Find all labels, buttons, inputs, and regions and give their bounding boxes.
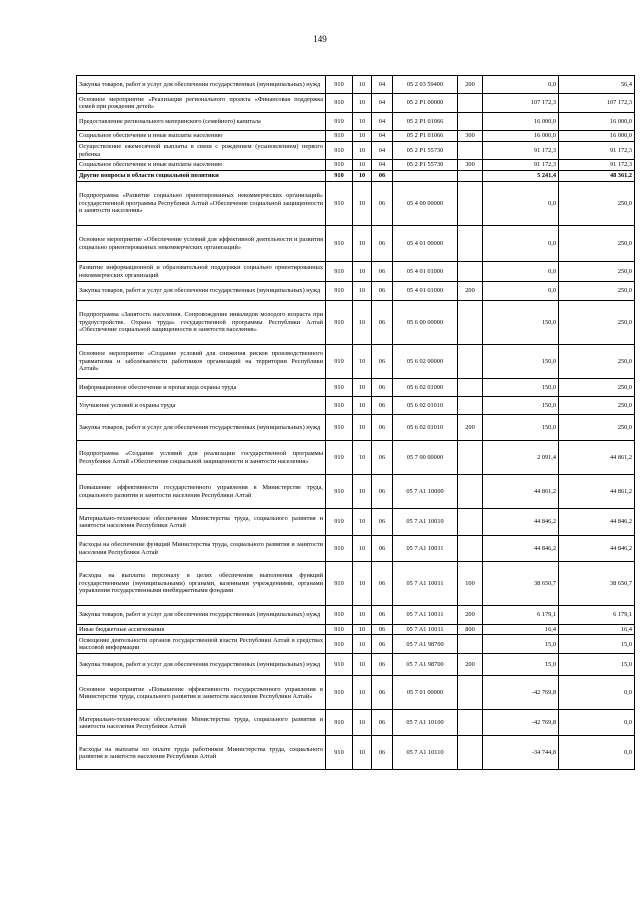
expense-type-cell: 800 <box>458 625 483 635</box>
table-row <box>77 131 635 142</box>
row-name-cell: Закупка товаров, работ и услуг для обеспечения государственных (муниципальных) нужд <box>77 76 326 94</box>
amount-change-cell: 2 091,4 <box>483 441 559 475</box>
admin-code-cell: 910 <box>326 736 353 770</box>
amount-change-cell: -34 744,8 <box>483 736 559 770</box>
expense-type-cell <box>458 94 483 113</box>
section-code-cell: 10 <box>353 509 372 536</box>
admin-code-cell: 910 <box>326 262 353 282</box>
amount-change-cell: 150,0 <box>483 379 559 397</box>
table-row <box>77 160 635 171</box>
amount-total-cell: 15,0 <box>559 654 635 676</box>
target-article-cell: 05 7 A1 98700 <box>393 635 458 654</box>
table-row <box>77 625 635 635</box>
admin-code-cell: 910 <box>326 625 353 635</box>
target-article-cell: 05 7 01 00000 <box>393 676 458 710</box>
expense-type-cell: 200 <box>458 606 483 625</box>
amount-total-cell: 44 846,2 <box>559 509 635 536</box>
amount-total-cell: 44 861,2 <box>559 441 635 475</box>
expense-type-cell <box>458 301 483 345</box>
amount-total-cell: 250,0 <box>559 379 635 397</box>
table-row <box>77 509 635 536</box>
subsection-code-cell: 06 <box>372 536 393 562</box>
row-name-cell: Расходы на обеспечение функций Министерства труда, социального развития и занятости населения Республики Алтай <box>77 536 326 562</box>
amount-change-cell: 44 861,2 <box>483 475 559 509</box>
target-article-cell: 05 2 P1 00000 <box>393 94 458 113</box>
expense-type-cell: 200 <box>458 415 483 441</box>
section-code-cell: 10 <box>353 475 372 509</box>
admin-code-cell: 910 <box>326 635 353 654</box>
target-article-cell: 05 7 A1 10011 <box>393 562 458 606</box>
amount-change-cell: 91 172,3 <box>483 160 559 171</box>
subsection-code-cell: 06 <box>372 301 393 345</box>
table-row <box>77 379 635 397</box>
admin-code-cell: 910 <box>326 536 353 562</box>
amount-change-cell: 15,0 <box>483 654 559 676</box>
table-row <box>77 710 635 736</box>
amount-total-cell: 6 179,1 <box>559 606 635 625</box>
expense-type-cell <box>458 536 483 562</box>
row-name-cell: Расходы на выплаты по оплате труда работников Министерства труда, социального развития и занятости населения Республики Алтай <box>77 736 326 770</box>
budget-table <box>76 75 635 770</box>
subsection-code-cell: 06 <box>372 182 393 226</box>
admin-code-cell: 910 <box>326 282 353 301</box>
subsection-code-cell: 06 <box>372 226 393 262</box>
admin-code-cell: 910 <box>326 94 353 113</box>
target-article-cell: 05 6 02 01010 <box>393 415 458 441</box>
row-name-cell: Информационное обеспечение и пропаганда охраны труда <box>77 379 326 397</box>
admin-code-cell: 910 <box>326 509 353 536</box>
row-name-cell: Другие вопросы в области социальной политики <box>77 171 326 182</box>
amount-total-cell: 0,0 <box>559 710 635 736</box>
expense-type-cell: 300 <box>458 131 483 142</box>
amount-total-cell: 250,0 <box>559 182 635 226</box>
target-article-cell: 05 4 01 01000 <box>393 262 458 282</box>
section-code-cell: 10 <box>353 606 372 625</box>
amount-change-cell: 0,0 <box>483 76 559 94</box>
budget-table-body <box>77 76 635 770</box>
expense-type-cell <box>458 226 483 262</box>
amount-total-cell: 38 650,7 <box>559 562 635 606</box>
row-name-cell: Расходы на выплаты персоналу в целях обеспечения выполнения функций государственными (муниципальными) органами, казенными учреждениями, органами управления государственными внебюджетными фондами <box>77 562 326 606</box>
amount-change-cell: 38 650,7 <box>483 562 559 606</box>
amount-change-cell: 0,0 <box>483 182 559 226</box>
row-name-cell: Закупка товаров, работ и услуг для обеспечения государственных (муниципальных) нужд <box>77 415 326 441</box>
target-article-cell: 05 7 A1 10011 <box>393 606 458 625</box>
subsection-code-cell: 06 <box>372 509 393 536</box>
expense-type-cell: 300 <box>458 160 483 171</box>
target-article-cell: 05 7 A1 10011 <box>393 625 458 635</box>
section-code-cell: 10 <box>353 301 372 345</box>
admin-code-cell: 910 <box>326 171 353 182</box>
expense-type-cell <box>458 475 483 509</box>
expense-type-cell <box>458 182 483 226</box>
expense-type-cell <box>458 441 483 475</box>
target-article-cell: 05 6 00 00000 <box>393 301 458 345</box>
expense-type-cell <box>458 736 483 770</box>
section-code-cell: 10 <box>353 562 372 606</box>
table-row <box>77 262 635 282</box>
admin-code-cell: 910 <box>326 415 353 441</box>
row-name-cell: Материально-техническое обеспечение Министерства труда, социального развития и занятости населения Республики Алтай <box>77 710 326 736</box>
table-row <box>77 301 635 345</box>
section-code-cell: 10 <box>353 379 372 397</box>
admin-code-cell: 910 <box>326 475 353 509</box>
expense-type-cell: 200 <box>458 654 483 676</box>
amount-total-cell: 16 000,0 <box>559 131 635 142</box>
row-name-cell: Подпрограмма «Развитие социально ориентированных некоммерческих организаций» государственной программы Республики Алтай «Обеспечение социальной защищенности и занятости населения» <box>77 182 326 226</box>
amount-total-cell: 250,0 <box>559 282 635 301</box>
section-code-cell: 10 <box>353 182 372 226</box>
subsection-code-cell: 06 <box>372 635 393 654</box>
amount-change-cell: 0,0 <box>483 226 559 262</box>
amount-change-cell: 5 241,4 <box>483 171 559 182</box>
table-row <box>77 676 635 710</box>
target-article-cell: 05 7 A1 10011 <box>393 536 458 562</box>
table-row <box>77 397 635 415</box>
amount-change-cell: 16,4 <box>483 625 559 635</box>
amount-change-cell: 44 846,2 <box>483 509 559 536</box>
admin-code-cell: 910 <box>326 397 353 415</box>
row-name-cell: Основное мероприятие «Создание условий для снижения рисков производственного травматизма и заболеваемости работников организаций на территории Республики Алтай» <box>77 345 326 379</box>
amount-total-cell: 91 172,3 <box>559 160 635 171</box>
page-number: 149 <box>313 34 327 44</box>
subsection-code-cell: 06 <box>372 654 393 676</box>
amount-total-cell: 0,0 <box>559 676 635 710</box>
row-name-cell: Осуществление ежемесячной выплаты в связи с рождением (усыновлением) первого ребенка <box>77 142 326 160</box>
admin-code-cell: 910 <box>326 654 353 676</box>
target-article-cell: 05 7 A1 10000 <box>393 475 458 509</box>
subsection-code-cell: 06 <box>372 736 393 770</box>
amount-change-cell: 15,0 <box>483 635 559 654</box>
admin-code-cell: 910 <box>326 142 353 160</box>
admin-code-cell: 910 <box>326 226 353 262</box>
target-article-cell: 05 2 P1 55730 <box>393 142 458 160</box>
table-row <box>77 182 635 226</box>
row-name-cell: Развитие информационной и образовательной поддержки социально ориентированных некоммерческих организаций <box>77 262 326 282</box>
amount-total-cell: 107 172,3 <box>559 94 635 113</box>
amount-total-cell: 250,0 <box>559 397 635 415</box>
target-article-cell: 05 4 01 01000 <box>393 282 458 301</box>
target-article-cell: 05 6 02 01010 <box>393 397 458 415</box>
table-row <box>77 415 635 441</box>
row-name-cell: Социальное обеспечение и иные выплаты населению <box>77 131 326 142</box>
target-article-cell: 05 7 A1 10100 <box>393 710 458 736</box>
target-article-cell: 05 4 01 00000 <box>393 226 458 262</box>
table-row <box>77 475 635 509</box>
subsection-code-cell: 06 <box>372 379 393 397</box>
table-row <box>77 441 635 475</box>
amount-total-cell: 44 846,2 <box>559 536 635 562</box>
row-name-cell: Материально-техническое обеспечение Министерства труда, социального развития и занятости населения Республики Алтай <box>77 509 326 536</box>
admin-code-cell: 910 <box>326 710 353 736</box>
amount-change-cell: 6 179,1 <box>483 606 559 625</box>
row-name-cell: Закупка товаров, работ и услуг для обеспечения государственных (муниципальных) нужд <box>77 282 326 301</box>
subsection-code-cell: 06 <box>372 606 393 625</box>
subsection-code-cell: 04 <box>372 94 393 113</box>
amount-total-cell: 48 361,2 <box>559 171 635 182</box>
subsection-code-cell: 06 <box>372 282 393 301</box>
target-article-cell <box>393 171 458 182</box>
row-name-cell: Основное мероприятие «Реализация регионального проекта «Финансовая поддержка семей при рождении детей» <box>77 94 326 113</box>
expense-type-cell <box>458 397 483 415</box>
subsection-code-cell: 06 <box>372 171 393 182</box>
amount-change-cell: 0,0 <box>483 262 559 282</box>
admin-code-cell: 910 <box>326 113 353 131</box>
amount-change-cell: 150,0 <box>483 397 559 415</box>
expense-type-cell <box>458 676 483 710</box>
table-row <box>77 142 635 160</box>
expense-type-cell: 200 <box>458 76 483 94</box>
amount-total-cell: 91 172,3 <box>559 142 635 160</box>
target-article-cell: 05 7 A1 98700 <box>393 654 458 676</box>
table-row <box>77 536 635 562</box>
admin-code-cell: 910 <box>326 131 353 142</box>
section-code-cell: 10 <box>353 397 372 415</box>
admin-code-cell: 910 <box>326 676 353 710</box>
target-article-cell: 05 6 02 01000 <box>393 379 458 397</box>
section-code-cell: 10 <box>353 654 372 676</box>
subsection-code-cell: 06 <box>372 710 393 736</box>
row-name-cell: Закупка товаров, работ и услуг для обеспечения государственных (муниципальных) нужд <box>77 606 326 625</box>
subsection-code-cell: 04 <box>372 113 393 131</box>
section-code-cell: 10 <box>353 94 372 113</box>
amount-total-cell: 16 000,0 <box>559 113 635 131</box>
section-code-cell: 10 <box>353 415 372 441</box>
admin-code-cell: 910 <box>326 441 353 475</box>
subsection-code-cell: 06 <box>372 262 393 282</box>
table-row <box>77 226 635 262</box>
amount-total-cell: 250,0 <box>559 415 635 441</box>
target-article-cell: 05 2 P1 55730 <box>393 160 458 171</box>
table-row <box>77 736 635 770</box>
subsection-code-cell: 04 <box>372 131 393 142</box>
amount-change-cell: 0,0 <box>483 282 559 301</box>
row-name-cell: Основное мероприятие «Обеспечение условий для эффективной деятельности и развития социально ориентированных некоммерческих организаций» <box>77 226 326 262</box>
amount-total-cell: 16,4 <box>559 625 635 635</box>
target-article-cell: 05 4 00 00000 <box>393 182 458 226</box>
target-article-cell: 05 7 00 00000 <box>393 441 458 475</box>
amount-total-cell: 44 861,2 <box>559 475 635 509</box>
expense-type-cell: 200 <box>458 282 483 301</box>
amount-total-cell: 250,0 <box>559 345 635 379</box>
amount-change-cell: 150,0 <box>483 301 559 345</box>
subsection-code-cell: 04 <box>372 160 393 171</box>
section-code-cell: 10 <box>353 282 372 301</box>
subsection-code-cell: 06 <box>372 397 393 415</box>
row-name-cell: Улучшение условий и охраны труда <box>77 397 326 415</box>
section-code-cell: 10 <box>353 536 372 562</box>
section-code-cell: 10 <box>353 171 372 182</box>
amount-total-cell: 250,0 <box>559 226 635 262</box>
target-article-cell: 05 2 03 59400 <box>393 76 458 94</box>
expense-type-cell <box>458 635 483 654</box>
expense-type-cell <box>458 113 483 131</box>
table-row <box>77 282 635 301</box>
amount-change-cell: 16 000,0 <box>483 131 559 142</box>
expense-type-cell <box>458 171 483 182</box>
target-article-cell: 05 6 02 00000 <box>393 345 458 379</box>
amount-change-cell: -42 769,8 <box>483 710 559 736</box>
target-article-cell: 05 2 P1 01066 <box>393 131 458 142</box>
subsection-code-cell: 06 <box>372 345 393 379</box>
amount-change-cell: 91 172,3 <box>483 142 559 160</box>
subsection-code-cell: 06 <box>372 625 393 635</box>
row-name-cell: Подпрограмма «Занятость населения. Сопровождение инвалидов молодого возраста при трудоустройстве. Охрана труда» государственной программы Республики Алтай «Обеспечение социальной защищенности и занятости населения» <box>77 301 326 345</box>
table-row <box>77 113 635 131</box>
admin-code-cell: 910 <box>326 182 353 226</box>
amount-total-cell: 250,0 <box>559 301 635 345</box>
row-name-cell: Основное мероприятие «Повышение эффективности государственного управления в Министерстве труда, социального развития и занятости населения Республики Алтай» <box>77 676 326 710</box>
amount-change-cell: 107 172,3 <box>483 94 559 113</box>
admin-code-cell: 910 <box>326 160 353 171</box>
expense-type-cell <box>458 142 483 160</box>
expense-type-cell <box>458 710 483 736</box>
table-row <box>77 562 635 606</box>
subsection-code-cell: 04 <box>372 76 393 94</box>
row-name-cell: Повышение эффективности государственного управления в Министерстве труда, социального развития и занятости населения Республики Алтай <box>77 475 326 509</box>
expense-type-cell <box>458 262 483 282</box>
section-code-cell: 10 <box>353 710 372 736</box>
table-row <box>77 606 635 625</box>
table-row <box>77 654 635 676</box>
subsection-code-cell: 06 <box>372 441 393 475</box>
section-code-cell: 10 <box>353 142 372 160</box>
amount-total-cell: 56,4 <box>559 76 635 94</box>
section-code-cell: 10 <box>353 226 372 262</box>
table-row <box>77 76 635 94</box>
admin-code-cell: 910 <box>326 606 353 625</box>
amount-change-cell: 150,0 <box>483 415 559 441</box>
section-code-cell: 10 <box>353 345 372 379</box>
subsection-code-cell: 06 <box>372 475 393 509</box>
amount-change-cell: 16 000,0 <box>483 113 559 131</box>
subsection-code-cell: 06 <box>372 415 393 441</box>
section-code-cell: 10 <box>353 76 372 94</box>
section-code-cell: 10 <box>353 676 372 710</box>
table-row <box>77 171 635 182</box>
expense-type-cell <box>458 509 483 536</box>
section-code-cell: 10 <box>353 160 372 171</box>
row-name-cell: Подпрограмма «Создание условий для реализации государственной программы Республики Алтай «Обеспечение социальной защищенности и занятости населения» <box>77 441 326 475</box>
target-article-cell: 05 7 A1 10110 <box>393 736 458 770</box>
section-code-cell: 10 <box>353 441 372 475</box>
row-name-cell: Иные бюджетные ассигнования <box>77 625 326 635</box>
admin-code-cell: 910 <box>326 345 353 379</box>
table-row <box>77 635 635 654</box>
row-name-cell: Освещение деятельности органов государственной власти Республики Алтай в средствах массовой информации <box>77 635 326 654</box>
section-code-cell: 10 <box>353 736 372 770</box>
row-name-cell: Закупка товаров, работ и услуг для обеспечения государственных (муниципальных) нужд <box>77 654 326 676</box>
amount-change-cell: 150,0 <box>483 345 559 379</box>
admin-code-cell: 910 <box>326 379 353 397</box>
section-code-cell: 10 <box>353 262 372 282</box>
row-name-cell: Предоставление регионального материнского (семейного) капитала <box>77 113 326 131</box>
admin-code-cell: 910 <box>326 76 353 94</box>
amount-total-cell: 15,0 <box>559 635 635 654</box>
subsection-code-cell: 04 <box>372 142 393 160</box>
section-code-cell: 10 <box>353 635 372 654</box>
target-article-cell: 05 7 A1 10010 <box>393 509 458 536</box>
amount-total-cell: 250,0 <box>559 262 635 282</box>
expense-type-cell: 100 <box>458 562 483 606</box>
expense-type-cell <box>458 345 483 379</box>
amount-change-cell: 44 846,2 <box>483 536 559 562</box>
table-row <box>77 94 635 113</box>
section-code-cell: 10 <box>353 625 372 635</box>
amount-change-cell: -42 769,8 <box>483 676 559 710</box>
section-code-cell: 10 <box>353 131 372 142</box>
section-code-cell: 10 <box>353 113 372 131</box>
subsection-code-cell: 06 <box>372 562 393 606</box>
expense-type-cell <box>458 379 483 397</box>
row-name-cell: Социальное обеспечение и иные выплаты населению <box>77 160 326 171</box>
table-row <box>77 345 635 379</box>
subsection-code-cell: 06 <box>372 676 393 710</box>
target-article-cell: 05 2 P1 01066 <box>393 113 458 131</box>
admin-code-cell: 910 <box>326 562 353 606</box>
admin-code-cell: 910 <box>326 301 353 345</box>
amount-total-cell: 0,0 <box>559 736 635 770</box>
